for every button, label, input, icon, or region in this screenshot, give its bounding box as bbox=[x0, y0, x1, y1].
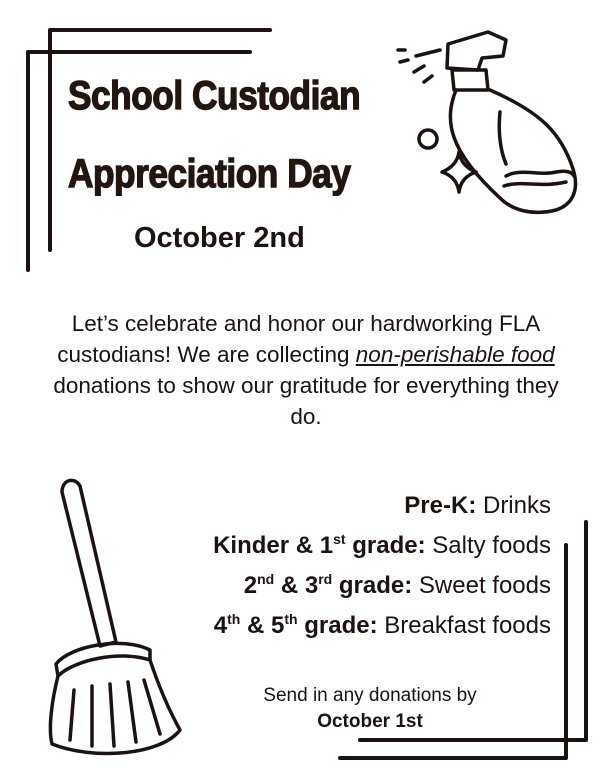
event-date: October 2nd bbox=[134, 222, 305, 254]
donation-deadline bbox=[210, 683, 530, 735]
grade-ordinal: th bbox=[227, 611, 241, 627]
grade-ordinal: st bbox=[333, 531, 346, 547]
grade-ordinal: th bbox=[284, 611, 298, 627]
deadline-date: October 1st bbox=[317, 711, 423, 732]
grade-text: 4 bbox=[213, 612, 228, 639]
grade-assignment-list bbox=[213, 486, 551, 646]
grade-ordinal: nd bbox=[257, 571, 275, 587]
intro-text-after: donations to show our gratitude for everything they do. bbox=[53, 373, 559, 429]
sparkle-icon bbox=[442, 152, 476, 192]
page-title-line-1: School Custodian bbox=[68, 74, 361, 118]
assignment-food: Sweet foods bbox=[418, 572, 551, 599]
bubble-icon bbox=[419, 130, 437, 148]
frame-top-left-inner bbox=[50, 30, 270, 250]
grade-text: & 5 bbox=[240, 612, 285, 639]
grade-text: grade: bbox=[345, 532, 426, 559]
spray-bottle-icon bbox=[398, 32, 575, 212]
assignment-row-2nd-3rd bbox=[213, 566, 551, 606]
intro-emphasis: non-perishable food bbox=[355, 342, 555, 367]
assignment-grade bbox=[244, 572, 413, 599]
assignment-grade bbox=[214, 612, 378, 639]
grade-text: & 3 bbox=[274, 572, 319, 599]
assignment-row-4th-5th bbox=[213, 606, 551, 646]
assignment-food: Drinks bbox=[482, 492, 551, 519]
assignment-row-prek bbox=[213, 486, 551, 526]
assignment-grade: Pre-K: bbox=[404, 492, 477, 519]
grade-text: grade: bbox=[297, 612, 378, 639]
broom-icon bbox=[50, 480, 180, 753]
deadline-note: Send in any donations by bbox=[263, 685, 477, 706]
assignment-food: Breakfast foods bbox=[384, 612, 551, 639]
grade-ordinal: rd bbox=[318, 571, 333, 587]
grade-text: Kinder & 1 bbox=[213, 532, 334, 559]
assignment-row-kinder-1st bbox=[213, 526, 551, 566]
intro-text-before: Let’s celebrate and honor our hardworking FLA custodians! We are collecting bbox=[57, 311, 541, 367]
grade-text: grade: bbox=[332, 572, 413, 599]
page-title-line-2: Appreciation Day bbox=[68, 152, 351, 196]
assignment-food: Salty foods bbox=[432, 532, 551, 559]
assignment-grade bbox=[213, 532, 426, 559]
intro-paragraph bbox=[40, 308, 572, 432]
grade-text: 2 bbox=[243, 572, 258, 599]
